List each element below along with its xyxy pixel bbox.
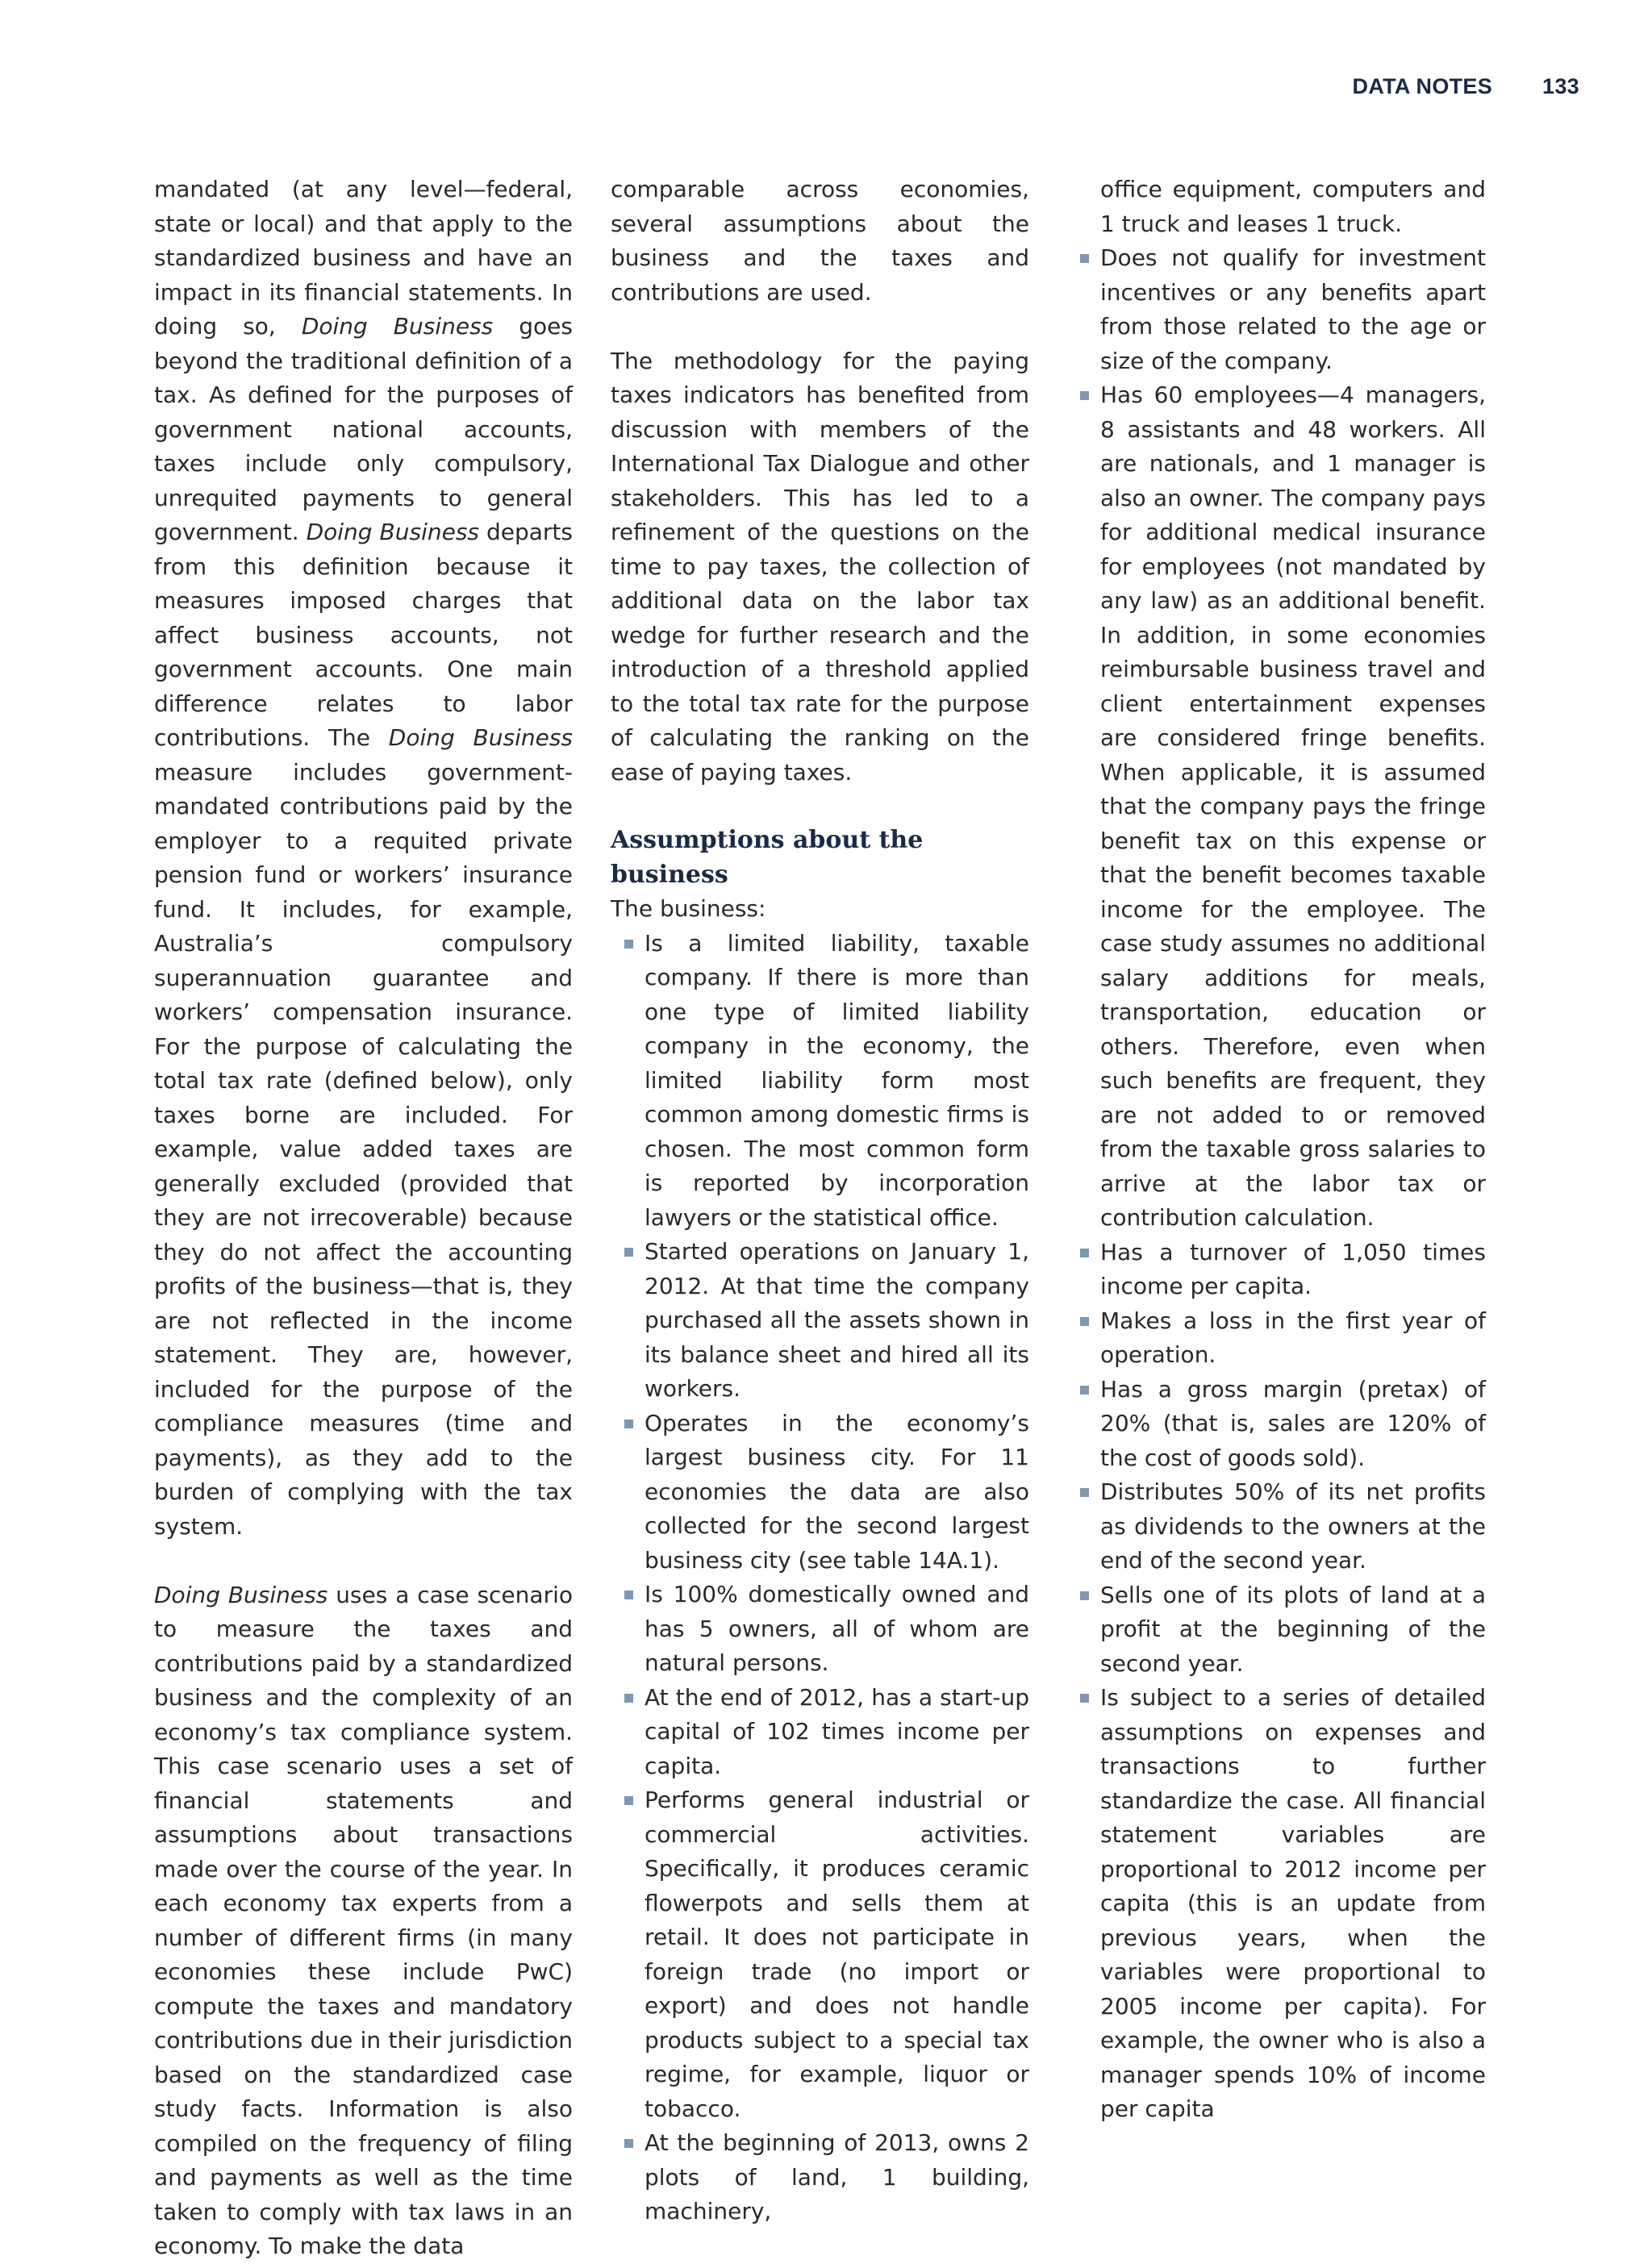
paragraph: The methodology for the paying taxes indicators has benefited from discussion with members of the International Tax Dialogue and other stakeholders. This has led to a refinement of the questions on the time to pay taxes, the collection of additional data on the labor tax wedge for further research and the introduction of a threshold applied to the total tax rate for the purpose of calculating the ranking on the ease of paying taxes. [611,347,1029,786]
paragraph: comparable across economies, several assumptions about the business and the taxes and contributions are used. [611,176,1029,306]
paragraph: mandated (at any level—federal, state or local) and that apply to the standardized business and have an impact in its financial statements. In doing so, Doing Business goes beyond the traditional definition of a tax. As defined for the purposes of government national accounts, taxes include only compulsory, unrequited payments to general government. Doing Business departs from this definition because it measures imposed charges that affect business accounts, not government accounts. One main difference relates to labor contributions. The Doing Business measure includes government-mandated contributions paid by the employer to a requited private pension fund or workers’ insurance fund. It includes, for example, Australia’s compulsory superannuation guarantee and workers’ compensation insurance. For the purpose of calculating the total tax rate (defined below), only taxes borne are included. For example, value added taxes are generally excluded (provided that they are not irrecoverable) because they do not affect the accounting profits of the business—that is, they are not reflected in the income statement. They are, however, included for the purpose of the compliance measures (time and payments), as they add to the burden of complying with the tax system. [154,176,573,1540]
bullet-square-icon [1080,391,1089,400]
list-item: Is 100% domestically owned and has 5 owners, all of whom are natural persons. [611,1578,1029,1681]
bullet-square-icon [1080,254,1089,263]
list-item: Has a turnover of 1,050 times income per capita. [1100,1236,1486,1304]
bullet-square-icon [1080,1317,1089,1326]
bullet-square-icon [624,1420,633,1428]
bullet-list [611,927,1029,2229]
list-item: Has a gross margin (pretax) of 20% (that is, sales are 120% of the cost of goods sold). [1100,1373,1486,1476]
list-item: At the end of 2012, has a start-up capital of 102 times income per capita. [611,1681,1029,1784]
list-item: Distributes 50% of its net profits as dividends to the owners at the end of the second year. [1100,1475,1486,1578]
list-item: Makes a loss in the first year of operation. [1100,1304,1486,1373]
list-item: Does not qualify for investment incentives or any benefits apart from those related to the age or size of the company. [1100,241,1486,378]
bullet-square-icon [624,1248,633,1257]
bullet-square-icon [1080,1386,1089,1395]
list-item: Has 60 employees—4 managers, 8 assistants and 48 workers. All are nationals, and 1 manager is also an owner. The company pays for additional medical insurance for employees (not mandated by any law) as an additional benefit. In addition, in some economies reimbursable business travel and client entertainment expenses are considered fringe benefits. When applicable, it is assumed that the company pays the fringe benefit tax on this expense or that the benefit becomes taxable income for the employee. The case study assumes no additional salary additions for meals, transportation, education or others. Therefore, even when such benefits are frequent, they are not added to or removed from the taxable gross salaries to arrive at the labor tax or contribution calculation. [1100,378,1486,1236]
list-item: Performs general industrial or commercial activities. Specifically, it produces ceramic flowerpots and sells them at retail. It does not participate in foreign trade (no import or export) and does not handle products subject to a special tax regime, for example, liquor or tobacco. [611,1783,1029,2126]
running-header [1353,74,1579,99]
list-item: Is a limited liability, taxable company. If there is more than one type of limited liability company in the economy, the limited liability form most common among domestic firms is chosen. The most common form is reported by incorporation lawyers or the statistical office. [611,927,1029,1236]
list-item: Started operations on January 1, 2012. At that time the company purchased all the assets shown in its balance sheet and hired all its workers. [611,1235,1029,1407]
list-lead: The business: [611,895,766,922]
paragraph: Doing Business uses a case scenario to measure the taxes and contributions paid by a standardized business and the complexity of an economy’s tax compliance system. This case scenario uses a set of financial statements and assumptions about transactions made over the course of the year. In each economy tax experts from a number of different firms (in many economies these include PwC) compute the taxes and mandatory contributions due in their jurisdiction based on the standardized case study facts. Information is also compiled on the frequency of filing and payments as well as the time taken to comply with tax laws in an economy. To make the data [154,1581,573,2259]
list-item: Is subject to a series of detailed assumptions on expenses and transactions to further standardize the case. All financial statement variables are proportional to 2012 income per capita (this is an update from previous years, when the variables were proportional to 2005 income per capita). For example, the owner who is also a manager spends 10% of income per capita [1100,1681,1486,2127]
bullet-square-icon [1080,1488,1089,1497]
column-middle [611,173,1029,2229]
bullet-square-icon [1080,1591,1089,1600]
section-heading: Assumptions about the business [611,826,924,889]
column-right [1100,173,1486,2127]
bullet-list [1100,241,1486,2127]
bullet-square-icon [624,940,633,949]
continued-item-text: office equipment, computers and 1 truck and leases 1 truck. [1100,176,1486,237]
bullet-square-icon [1080,1249,1089,1257]
list-item: At the beginning of 2013, owns 2 plots of land, 1 building, machinery, [611,2126,1029,2229]
bullet-square-icon [624,1591,633,1599]
section-title: DATA NOTES [1352,74,1493,98]
column-left [154,173,573,2264]
bullet-square-icon [624,2139,633,2148]
page-number: 133 [1542,74,1579,98]
list-item: Sells one of its plots of land at a profit at the beginning of the second year. [1100,1578,1486,1682]
bullet-square-icon [624,1694,633,1703]
list-item: Operates in the economy’s largest business city. For 11 economies the data are also collected for the second largest business city (see table 14A.1). [611,1407,1029,1578]
bullet-square-icon [1080,1694,1089,1703]
bullet-square-icon [624,1796,633,1805]
